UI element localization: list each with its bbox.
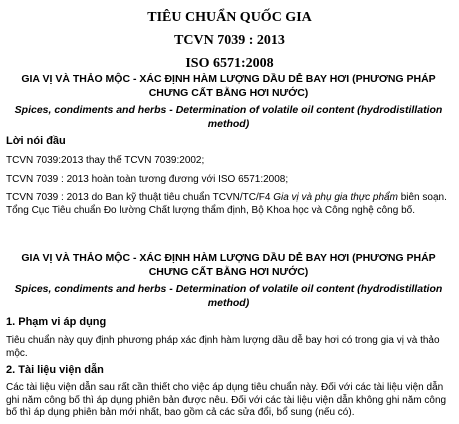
section-1-heading: 1. Phạm vi áp dụng xyxy=(6,316,107,328)
foreword-paragraph-3-start: TCVN 7039 : 2013 do Ban kỹ thuật tiêu chuẩn TCVN/TC/F4 xyxy=(6,192,274,203)
vietnamese-title: GIA VỊ VÀ THẢO MỘC - XÁC ĐỊNH HÀM LƯỢNG DẦU DỄ BAY HƠI (PHƯƠNG PHÁP CHƯNG CẤT BẰNG HƠI NƯỚC) xyxy=(21,73,436,99)
foreword-paragraph-3 xyxy=(6,192,451,217)
section-1-text: Tiêu chuẩn này quy định phương pháp xác định hàm lượng dầu dễ bay hơi có trong gia vị và thảo mộc. xyxy=(6,335,440,359)
foreword-paragraph-1: TCVN 7039:2013 thay thế TCVN 7039:2002; xyxy=(6,155,205,166)
section-2-text: Các tài liệu viện dẫn sau rất cần thiết cho việc áp dụng tiêu chuẩn này. Đối với các tài liệu viện dẫn ghi năm công bố thì áp dụng phiên bản được nêu. Đối với các tài liệu viện dẫn không ghi năm công bố thì áp dụng phiên bản mới nhất, bao gồm cả các sửa đổi, bổ sung (nếu có). xyxy=(6,382,447,418)
section-2-heading: 2. Tài liệu viện dẫn xyxy=(6,364,104,376)
body-english-title: Spices, condiments and herbs - Determination of volatile oil content (hydrodistillation method) xyxy=(14,283,443,309)
iso-code: ISO 6571:2008 xyxy=(185,56,274,71)
body-vietnamese-title: GIA VỊ VÀ THẢO MỘC - XÁC ĐỊNH HÀM LƯỢNG DẦU DỄ BAY HƠI (PHƯƠNG PHÁP CHƯNG CẤT BẰNG HƠI NƯỚC) xyxy=(21,252,436,278)
document-title: TIÊU CHUẨN QUỐC GIA xyxy=(147,10,312,25)
committee-name: Gia vị và phụ gia thực phẩm xyxy=(273,192,398,203)
standard-code: TCVN 7039 : 2013 xyxy=(174,33,285,48)
foreword-paragraph-2: TCVN 7039 : 2013 hoàn toàn tương đương với ISO 6571:2008; xyxy=(6,174,289,185)
foreword-paragraph-3-end: biên soạn. Tổng Cục Tiêu chuẩn Đo lường Chất lượng thẩm định, Bộ Khoa học và Công nghệ công bố. xyxy=(6,192,447,216)
english-title: Spices, condiments and herbs - Determination of volatile oil content (hydrodistillation method) xyxy=(14,104,443,130)
foreword-heading: Lời nói đầu xyxy=(6,135,66,147)
